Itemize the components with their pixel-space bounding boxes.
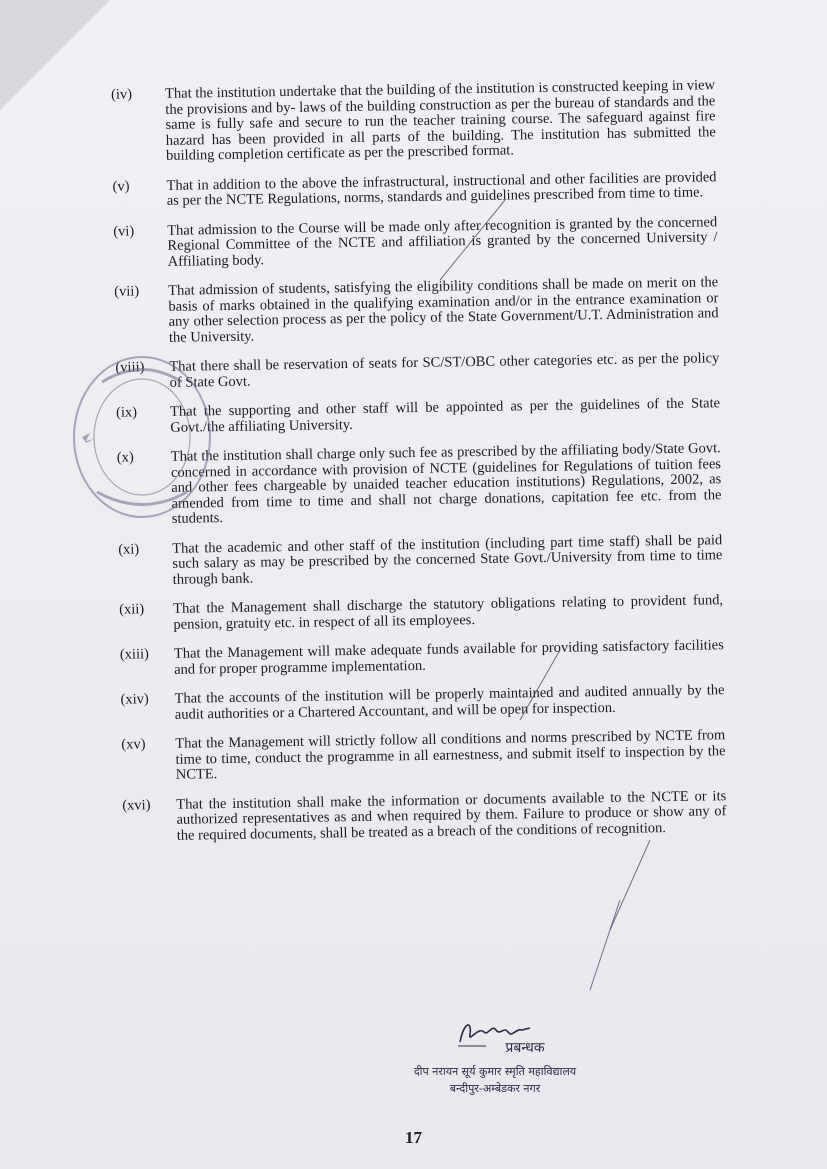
signature-block — [345, 1038, 645, 1097]
clause-number: (xvi) — [122, 796, 151, 814]
institution-address: बन्दीपुर-अम्बेडकर नगर — [449, 1082, 541, 1095]
clause-number: (xiv) — [120, 691, 149, 708]
clause-number: (xi) — [118, 540, 140, 558]
page-number: 17 — [405, 1128, 422, 1147]
clause-text: That the institution undertake that the building of the institution is constructed keeping in view the provisions and by- laws of the building construction as per the bureau of standards and the same is fully safe and secure to run the teacher training course. The safeguard against fire hazard has been provided in all parts of the building. The institution has submitted the building completion certificate as per the prescribed format. — [164, 77, 716, 164]
clause-v — [96, 170, 716, 211]
clause-text: That the academic and other staff of the institution (including part time staff) shall be paid such salary as may be prescribed by the concerned State Govt./University from time to time through bank. — [172, 531, 723, 588]
clause-text: That the supporting and other staff will be appointed as per the guidelines of the State Govt./the affiliating University. — [169, 395, 721, 436]
clause-xiv — [105, 683, 725, 724]
clause-xiii — [104, 638, 724, 679]
clause-number: (vi) — [113, 222, 135, 240]
clause-number: (xiii) — [119, 646, 150, 663]
clause-text: That admission of students, satisfying the eligibility conditions shall be made on merit on the basis of marks obtained in the qualifying examination and/or in the entrance examination or any other selection process as per the policy of the State Government/U.T. Administration and the University. — [168, 274, 719, 346]
clause-vi — [97, 215, 718, 271]
clause-number: (viii) — [115, 359, 145, 376]
clause-text: That the Management will make adequate funds available for providing satisfactory facilities and for proper programme implementation. — [173, 637, 724, 678]
clause-text: That the institution shall make the information or documents available to the NCTE or its authorized representatives as and when required by them. Failure to produce or show any of the required documents, shall be treated as a breach of the conditions of recognition. — [176, 787, 727, 844]
clause-text: That in addition to the above the infrastructural, instructional and other facilities are provided as per the NCTE Regulations, norms, standards and guidelines prescribed from time to time. — [166, 168, 717, 209]
signatory-title: प्रबन्धक — [505, 1040, 545, 1056]
clause-xv — [105, 728, 726, 784]
clause-number: (v) — [112, 177, 130, 195]
clause-text: That there shall be reservation of seats for SC/ST/OBC other categories etc. as per the policy of State Govt. — [169, 350, 720, 391]
clause-text: That the Management will strictly follow all conditions and norms prescribed by NCTE from time to time, conduct the programme in all earnestness, and submit itself to inspection by the NCTE. — [175, 727, 726, 783]
clause-viii — [99, 351, 719, 392]
clause-xvi — [106, 789, 727, 845]
institution-name: दीप नरायन सूर्य कुमार स्मृति महाविद्यालय — [413, 1065, 577, 1078]
clause-x — [101, 441, 722, 528]
clause-number: (vii) — [114, 283, 140, 300]
clause-number: (x) — [116, 449, 134, 466]
clause-text: That admission to the Course will be made only after recognition is granted by the concerned Regional Committee of the NCTE and affiliation is granted by the concerned University / Affiliating body. — [167, 213, 718, 270]
clause-number: (xv) — [121, 736, 146, 753]
clause-number: (xii) — [119, 601, 145, 618]
clause-text: That the Management shall discharge the statutory obligations relating to provident fund, pension, gratuity etc. in respect of all its employees. — [173, 592, 724, 633]
clause-list — [95, 78, 727, 859]
clause-xii — [103, 593, 723, 634]
clause-text: That the institution shall charge only such fee as prescribed by the affiliating body/State Govt. concerned in accordance with provision of NCTE (guidelines for Regulations of tuition fees and other fees chargeable by unaided teacher education institutions) Regulations, 2002, as amended from time to time and shall not charge donations, capitation fee etc. from the students. — [170, 440, 722, 527]
folded-corner — [0, 0, 110, 110]
clause-text: That the accounts of the institution will be properly maintained and audited annually by the audit authorities or a Chartered Accountant, and will be open for inspection. — [174, 682, 725, 723]
clause-ix — [100, 396, 720, 437]
clause-xi — [102, 533, 723, 589]
clause-number: (ix) — [115, 404, 138, 421]
clause-vii — [98, 275, 719, 347]
clause-iv — [95, 78, 716, 165]
clause-number: (iv) — [110, 86, 133, 103]
